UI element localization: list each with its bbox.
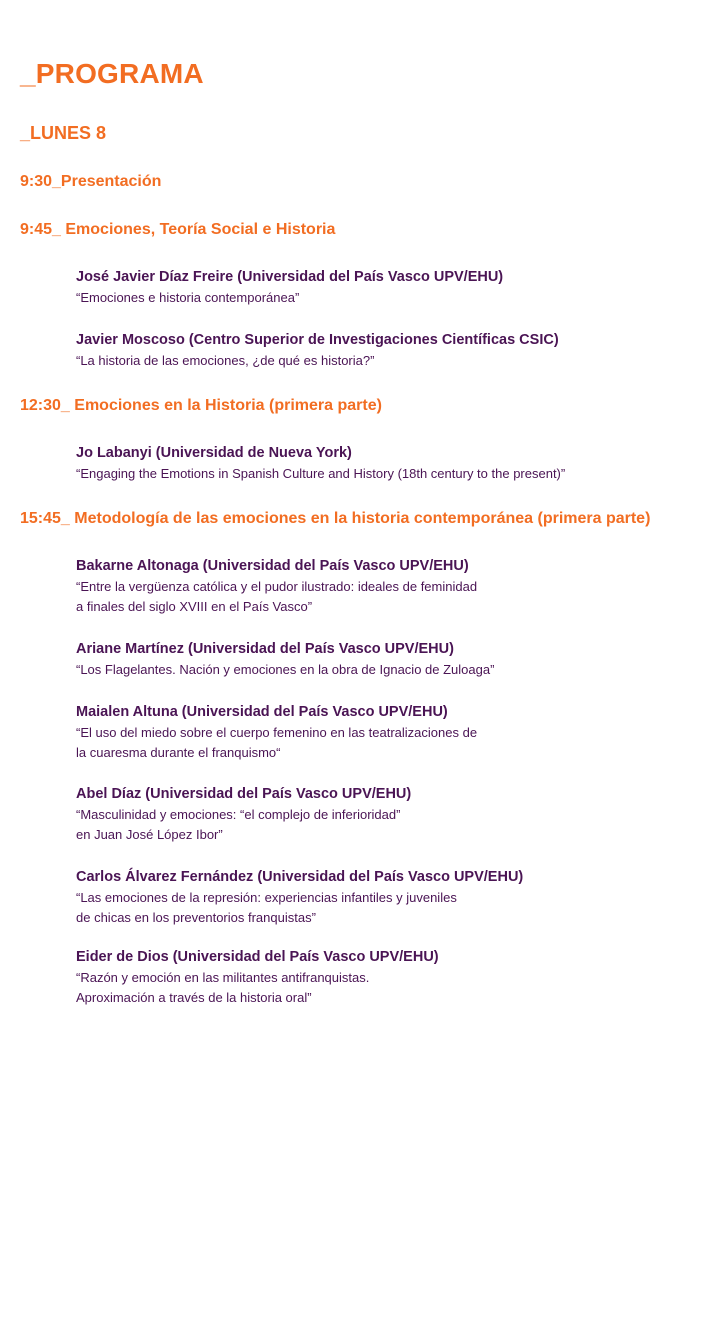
talk-title-line: “Razón y emoción en las militantes antifranquistas. xyxy=(76,970,370,985)
talk-item xyxy=(76,639,716,680)
talk-title-line: “Engaging the Emotions in Spanish Culture and History (18th century to the present)” xyxy=(76,466,566,481)
session-heading-teoria-social: 9:45_ Emociones, Teoría Social e Historia xyxy=(20,221,336,238)
talk-item xyxy=(76,330,716,371)
page-title: _PROGRAMA xyxy=(20,58,204,89)
speaker-name: Eider de Dios (Universidad del País Vasco UPV/EHU) xyxy=(76,949,439,965)
talk-title-line: “Masculinidad y emociones: “el complejo de inferioridad” xyxy=(76,807,401,822)
talk-item xyxy=(76,556,716,617)
talk-title xyxy=(76,805,716,845)
talk-title-line: de chicas en los preventorios franquistas” xyxy=(76,910,316,925)
talk-title xyxy=(76,968,716,1008)
talk-title-line: “Emociones e historia contemporánea” xyxy=(76,290,300,305)
talk-title xyxy=(76,351,716,371)
session-heading-presentacion: 9:30_Presentación xyxy=(20,173,162,190)
speaker-name: José Javier Díaz Freire (Universidad del País Vasco UPV/EHU) xyxy=(76,269,504,285)
talk-title xyxy=(76,577,716,617)
talk-item xyxy=(76,443,716,484)
day-heading: _LUNES 8 xyxy=(20,123,107,143)
talk-title-line: la cuaresma durante el franquismo“ xyxy=(76,745,281,760)
talk-item xyxy=(76,947,716,1008)
speaker-name: Ariane Martínez (Universidad del País Vasco UPV/EHU) xyxy=(76,641,454,657)
talk-item xyxy=(76,867,716,928)
speaker-name: Jo Labanyi (Universidad de Nueva York) xyxy=(76,445,352,461)
talk-title-line: Aproximación a través de la historia oral” xyxy=(76,990,312,1005)
talk-title xyxy=(76,464,716,484)
speaker-name: Javier Moscoso (Centro Superior de Investigaciones Científicas CSIC) xyxy=(76,332,559,348)
talk-item xyxy=(76,784,716,845)
speaker-name: Carlos Álvarez Fernández (Universidad del País Vasco UPV/EHU) xyxy=(76,869,524,885)
speaker-name: Maialen Altuna (Universidad del País Vasco UPV/EHU) xyxy=(76,704,448,720)
talk-title-line: a finales del siglo XVIII en el País Vasco” xyxy=(76,599,313,614)
talk-title xyxy=(76,288,716,308)
talk-title-line: en Juan José López Ibor” xyxy=(76,827,223,842)
speaker-name: Abel Díaz (Universidad del País Vasco UPV/EHU) xyxy=(76,786,412,802)
talk-item xyxy=(76,267,716,308)
talk-title xyxy=(76,723,716,763)
talk-title xyxy=(76,660,716,680)
talk-title-line: “El uso del miedo sobre el cuerpo femenino en las teatralizaciones de xyxy=(76,725,478,740)
session-heading-metodologia: 15:45_ Metodología de las emociones en la historia contemporánea (primera parte) xyxy=(20,510,651,527)
session-heading-emociones-historia: 12:30_ Emociones en la Historia (primera parte) xyxy=(20,397,382,414)
talk-title xyxy=(76,888,716,928)
talk-title-line: “Entre la vergüenza católica y el pudor ilustrado: ideales de feminidad xyxy=(76,579,478,594)
talk-title-line: “La historia de las emociones, ¿de qué es historia?” xyxy=(76,353,375,368)
talk-title-line: “Las emociones de la represión: experiencias infantiles y juveniles xyxy=(76,890,457,905)
talk-title-line: “Los Flagelantes. Nación y emociones en la obra de Ignacio de Zuloaga” xyxy=(76,662,495,677)
talk-item xyxy=(76,702,716,763)
speaker-name: Bakarne Altonaga (Universidad del País Vasco UPV/EHU) xyxy=(76,558,469,574)
